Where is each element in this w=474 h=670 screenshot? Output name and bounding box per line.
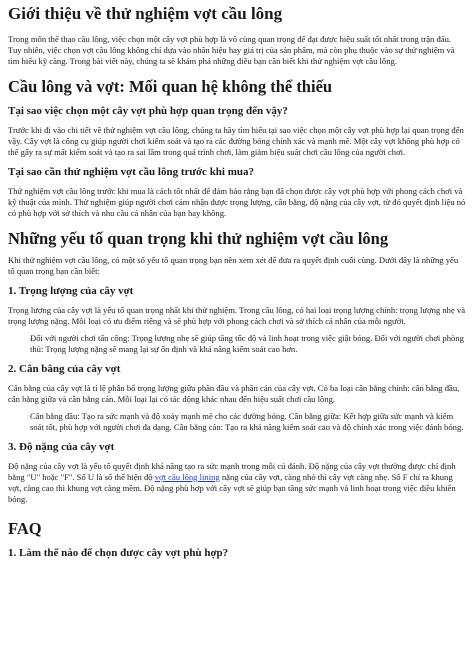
note-balance: Cân bằng đầu: Tạo ra sức mạnh và độ xoáy mạnh mẽ cho các đường bóng. Cân bằng giữa: Kết hợp giữa sức mạnh và kiểm soát tốt, phù hợp với người chơi đa dạng. Cân bằng cán: Tạo ra khả năng kiểm soát cao và độ chính xác trong việc đánh bóng. [30,410,464,432]
note-weight: Đối với người chơi tấn công: Trọng lượng nhẹ sẽ giúp tăng tốc độ và linh hoạt trong việc giật bóng. Đối với người chơi phòng thủ: Trọng lượng nặng sẽ mang lại sự ổn định và khả năng kiểm soát cao hơn. [30,333,464,355]
section-heading-important-factors: Những yếu tố quan trọng khi thử nghiệm vợt cầu lông [8,228,389,248]
paragraph-heaviness-end: nặng của cây vợt, càng nhỏ thì cây vợt càng nhẹ. Số F chỉ ra khung vợt, càng cao thì khung vợt càng mềm. Độ nặng phù hợp với cây vợt sẽ giúp bạn tăng sức mạnh và linh hoạt trong việc điều khiển bóng. [8,471,456,504]
intro-paragraph: Trong môn thể thao cầu lông, việc chọn một cây vợt phù hợp là vô cùng quan trọng để đạt được hiệu suất tốt nhất trong trận đấu. Tuy nhiên, việc chọn vợt cầu lông không chỉ dựa vào nhãn hiệu hay giá trị của sản phẩm, mà còn phụ thuộc vào sự thử nghiệm và tìm hiểu kỹ càng. Trong bài viết này, chúng ta sẽ khám phá những điều bạn cần biết khi thử nghiệm vợt cầu lông. [8,34,455,67]
paragraph-balance: Cân bằng của cây vợt là tỉ lệ phân bổ trọng lượng giữa phần đầu và phần cán của cây vợt. Có ba loại cân bằng chính: cân bằng đầu, cân bằng giữa và cân bằng cán. Mỗi loại lại có tác động khác nhau đến hiệu suất chơi cầu lông. [8,382,460,404]
lining-racket-link[interactable]: vợt cầu lông lining [154,471,220,482]
subheading-balance: 2. Cân bằng của cây vợt [8,363,121,376]
section-heading-badminton-racket: Cầu lông và vợt: Mối quan hệ không thể thiếu [8,77,333,97]
subheading-why-choose: Tại sao việc chọn một cây vợt phù hợp quan trọng đến vậy? [8,105,288,118]
paragraph-factors-intro: Khi thử nghiệm vợt cầu lông, có một số yếu tố quan trọng bạn nên xem xét để đưa ra quyết định cuối cùng. Dưới đây là những yếu tố quan trọng bạn cần biết: [8,255,459,277]
paragraph-weight: Trọng lượng của cây vợt là yếu tố quan trọng nhất khi thử nghiệm. Trong cầu lông, có hai loại trọng lượng chính: trọng lượng nhẹ và trọng lượng nặng. Mỗi loại có ưu điểm riêng và sẽ phù hợp với phong cách chơi và sở thích cá nhân của mỗi người. [8,305,466,327]
paragraph-heaviness [8,461,466,505]
subheading-why-test: Tại sao cần thử nghiệm vợt cầu lông trước khi mua? [8,165,255,178]
subheading-heaviness: 3. Độ nặng của cây vợt [8,440,115,453]
faq-question-1: 1. Làm thế nào để chọn được cây vợt phù hợp? [8,546,229,559]
paragraph-why-test: Thử nghiệm vợt cầu lông trước khi mua là cách tốt nhất để đảm bảo rằng bạn đã chọn được cây vợt phù hợp với phong cách chơi và kỹ thuật của mình. Thử nghiệm giúp người chơi cảm nhận được trọng lượng, cân bằng, độ nặng của cây vợt, từ đó quyết định liệu nó có phù hợp với sở thích và nhu cầu cá nhân của bạn hay không. [8,185,466,218]
page-title: Giới thiệu về thử nghiệm vợt cầu lông [8,4,283,23]
paragraph-why-choose: Trước khi đi vào chi tiết về thử nghiệm vợt cầu lông, chúng ta hãy tìm hiểu tại sao việc chọn một cây vợt phù hợp lại quan trọng đến vậy. Cây vợt là công cụ giúp người chơi kiểm soát và tạo ra các đường bóng chính xác và mạnh mẽ. Một cây vợt không phù hợp có thể gây ra sự mất kiểm soát và tạo ra sai lầm trong quá trình chơi, làm giảm hiệu suất chơi cầu lông của người chơi. [8,124,464,157]
faq-heading: FAQ [8,518,42,538]
subheading-weight: 1. Trọng lượng của cây vợt [8,285,134,298]
paragraph-heaviness-start: Độ nặng của cây vợt là yếu tố quyết định khả năng tạo ra sức mạnh trong mỗi cú đánh. Độ nặng của cây vợt thường được chỉ định bằng "U" hoặc "F". Số U là số thể hiện độ [8,460,456,482]
